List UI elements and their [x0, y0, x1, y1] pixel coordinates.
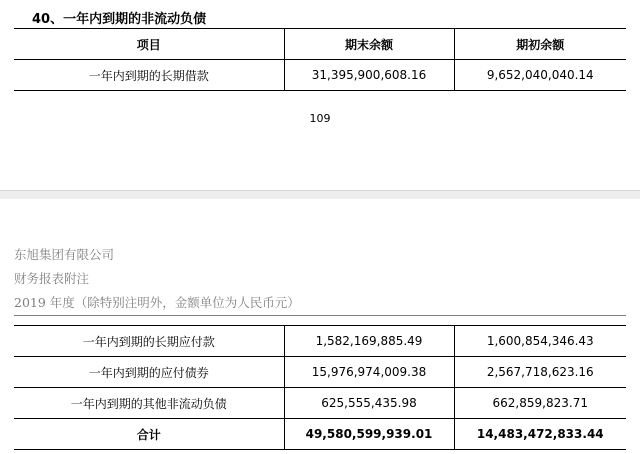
row-label: 一年内到期的应付债券	[14, 357, 284, 388]
row-begin-balance: 1,600,854,346.43	[454, 326, 626, 357]
row-label: 一年内到期的其他非流动负债	[14, 388, 284, 419]
total-begin-balance: 14,483,472,833.44	[454, 419, 626, 450]
row-label: 一年内到期的长期借款	[88, 68, 209, 83]
table-row	[14, 388, 626, 419]
table-row	[14, 326, 626, 357]
row-end-balance: 1,582,169,885.49	[284, 326, 454, 357]
header-rule	[14, 315, 626, 316]
total-label: 合计	[136, 427, 161, 442]
header-item: 项目	[14, 29, 284, 60]
total-row	[14, 419, 626, 450]
row-end-balance: 31,395,900,608.16	[284, 60, 454, 91]
balance-table-continued	[14, 325, 626, 450]
page-top	[0, 0, 640, 190]
total-end-balance: 49,580,599,939.01	[284, 419, 454, 450]
table-row	[14, 357, 626, 388]
doc-title: 财务报表附注	[14, 271, 90, 286]
header-end-balance: 期末余额	[284, 29, 454, 60]
row-end-balance: 625,555,435.98	[284, 388, 454, 419]
page-bottom	[0, 199, 640, 454]
period-note: 2019 年度（除特别注明外，金额单位为人民币元）	[14, 295, 300, 310]
company-name: 东旭集团有限公司	[14, 247, 115, 262]
balance-table-top	[14, 28, 626, 91]
row-begin-balance: 9,652,040,040.14	[454, 60, 626, 91]
row-begin-balance: 2,567,718,623.16	[454, 357, 626, 388]
page-number: 109	[309, 112, 331, 125]
row-label: 一年内到期的长期应付款	[14, 326, 284, 357]
row-end-balance: 15,976,974,009.38	[284, 357, 454, 388]
section-title: 40、一年内到期的非流动负债	[32, 12, 207, 27]
header-begin-balance: 期初余额	[454, 29, 626, 60]
table-row	[14, 60, 626, 91]
row-begin-balance: 662,859,823.71	[454, 388, 626, 419]
table-header-row	[14, 29, 626, 60]
